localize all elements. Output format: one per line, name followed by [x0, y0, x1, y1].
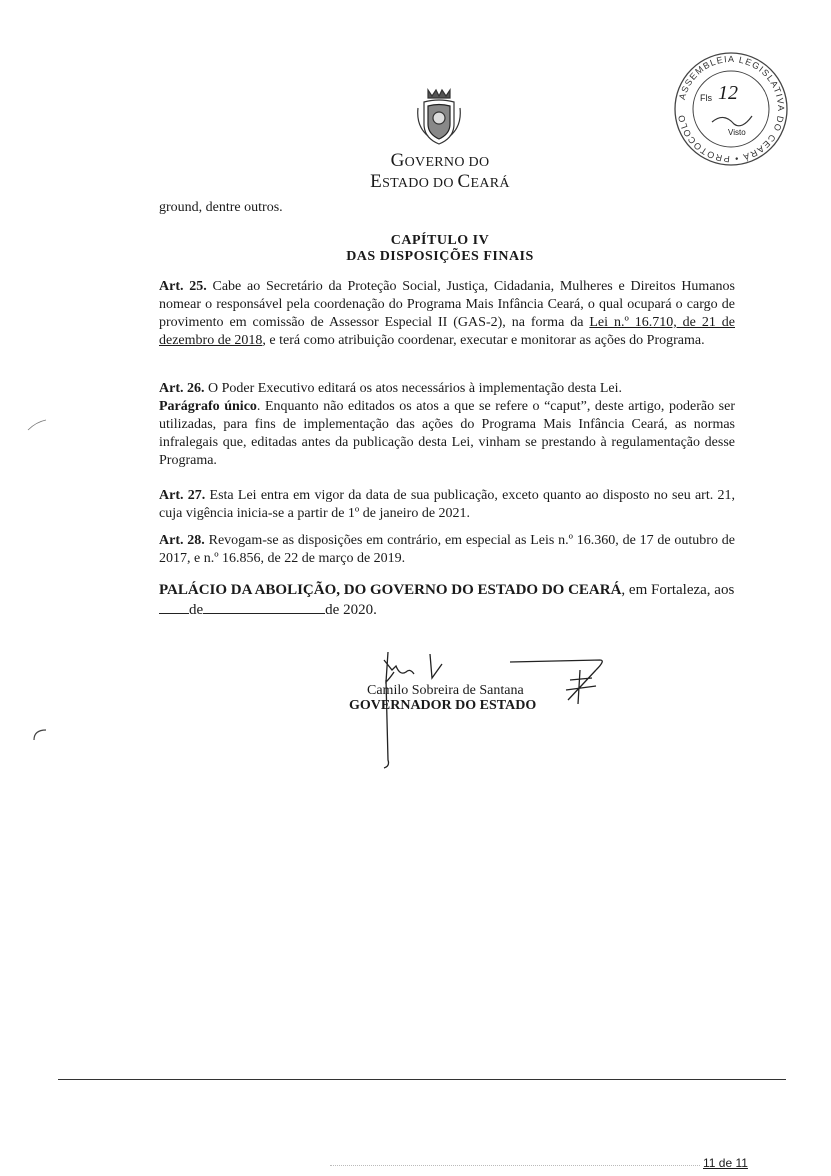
signatory-title: GOVERNADOR DO ESTADO	[349, 698, 537, 713]
stamp-visto-label: Visto	[728, 128, 746, 137]
law-reference-link[interactable]: Lei n.º 16.710, de 21 de dezembro de 2018	[159, 315, 735, 348]
header-estado: ESTADO DO CEARÁ	[370, 171, 510, 192]
header-governo: GOVERNO DO	[390, 150, 490, 171]
page-number: 11 de 11	[703, 1156, 748, 1170]
signatory-name: Camilo Sobreira de Santana	[367, 683, 524, 698]
stamp-fls-label: Fls	[700, 93, 712, 103]
chapter-subtitle: DAS DISPOSIÇÕES FINAIS	[346, 249, 534, 264]
stamp-folio-number: 12	[718, 82, 738, 104]
paragrafo-unico: Parágrafo único. Enquanto não editados os atos a que se refere o “caput”, deste artigo, poderão ser utilizadas, para fins de implementação das ações do Programa Mais Infância Ceará, as normas infralegais que, editadas antes da publicação desta Lei, vinham se prestando à regulamentação desse Programa.	[159, 399, 735, 468]
article-27: Art. 27. Esta Lei entra em vigor da data de sua publicação, exceto quanto ao disposto no seu art. 21, cuja vigência inicia-se a partir de 1º de janeiro de 2021.	[159, 488, 735, 521]
closing-formula: PALÁCIO DA ABOLIÇÃO, DO GOVERNO DO ESTADO DO CEARÁ, em Fortaleza, aos de de 2020.	[159, 582, 735, 618]
state-coat-of-arms-icon	[414, 86, 464, 146]
footer-dotted-line	[330, 1165, 700, 1166]
article-28: Art. 28. Revogam-se as disposições em contrário, em especial as Leis n.º 16.360, de 17 de outubro de 2017, e n.º 16.856, de 22 de março de 2019.	[159, 533, 735, 566]
footer-divider	[58, 1079, 786, 1080]
continuation-text: ground, dentre outros.	[159, 200, 283, 215]
article-26: Art. 26. O Poder Executivo editará os atos necessários à implementação desta Lei.	[159, 381, 623, 396]
scan-margin-marks	[20, 400, 80, 800]
chapter-title: CAPÍTULO IV	[390, 233, 490, 248]
stamp-ring-text: ASSEMBLEIA LEGISLATIVA DO CEARÁ • PROTOCOLO	[676, 53, 787, 165]
article-25: Art. 25. Cabe ao Secretário da Proteção Social, Justiça, Cidadania, Mulheres e Direitos Humanos nomear o responsável pela coordenação do Programa Mais Infância Ceará, o qual ocupará o cargo de provimento em comissão de Assessor Especial II (GAS-2), na forma da Lei n.º 16.710, de 21 de dezembro de 2018, e terá como atribuição coordenar, executar e monitorar as ações do Programa.	[159, 279, 735, 348]
protocol-stamp	[672, 50, 790, 168]
